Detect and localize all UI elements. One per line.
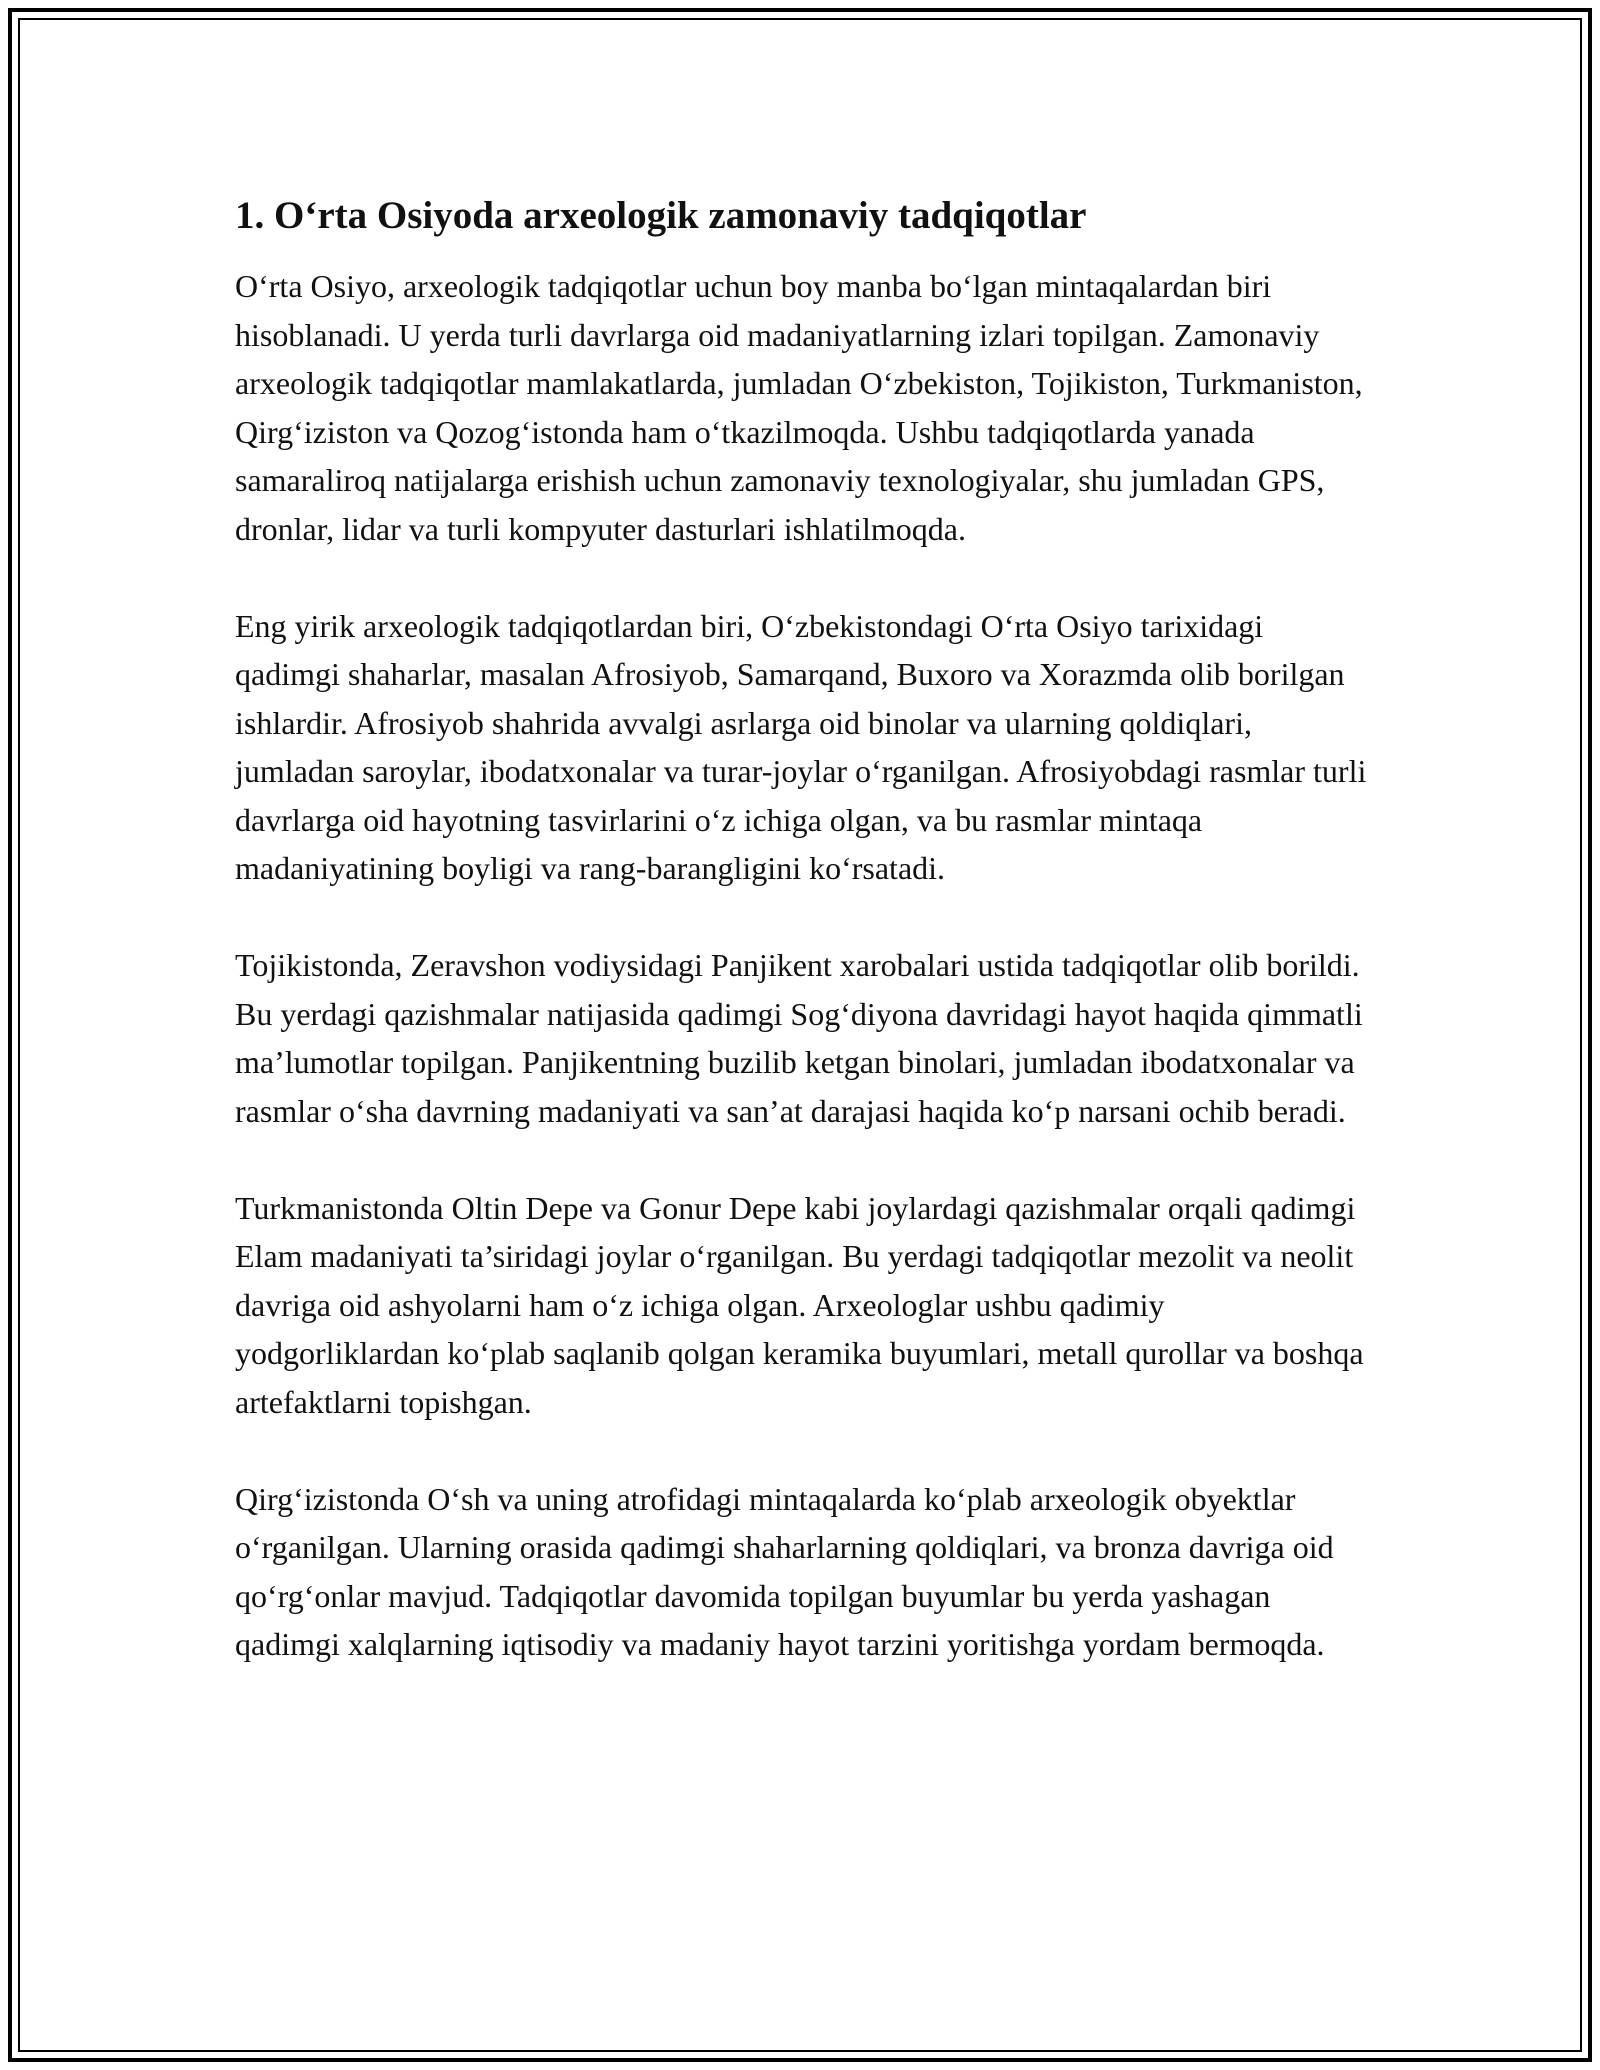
document-body bbox=[235, 180, 1375, 1717]
paragraph-3: Tojikistonda, Zeravshon vodiysidagi Panjikent xarobalari ustida tadqiqotlar olib borildi. Bu yerdagi qazishmalar natijasida qadimgi Sog‘diyona davridagi hayot haqida qimmatli ma’lumotlar topilgan. Panjikentning buzilib ketgan binolari, jumladan ibodatxonalar va rasmlar o‘sha davrning madaniyati va san’at darajasi haqida ko‘p narsani ochib beradi. bbox=[235, 947, 1363, 1129]
paragraph-4: Turkmanistonda Oltin Depe va Gonur Depe kabi joylardagi qazishmalar orqali qadimgi Elam madaniyati ta’siridagi joylar o‘rganilgan. Bu yerdagi tadqiqotlar mezolit va neolit davriga oid ashyolarni ham o‘z ichiga olgan. Arxeologlar ushbu qadimiy yodgorliklardan ko‘plab saqlanib qolgan keramika buyumlari, metall qurollar va boshqa artefaktlarni topishgan. bbox=[235, 1189, 1364, 1420]
paragraph-5: Qirg‘izistonda O‘sh va uning atrofidagi mintaqalarda ko‘plab arxeologik obyektlar o‘rganilgan. Ularning orasida qadimgi shaharlarning qoldiqlari, va bronza davriga oid qo‘rg‘onlar mavjud. Tadqiqotlar davomida topilgan buyumlar bu yerda yashagan qadimgi xalqlarning iqtisodiy va madaniy hayot tarzini yoritishga yordam bermoqda. bbox=[235, 1480, 1334, 1662]
paragraph-2: Eng yirik arxeologik tadqiqotlardan biri, O‘zbekistondagi O‘rta Osiyo tarixidagi qadimgi shaharlar, masalan Afrosiyob, Samarqand, Buxoro va Xorazmda olib borilgan ishlardir. Afrosiyob shahrida avvalgi asrlarga oid binolar va ularning qoldiqlari, jumladan saroylar, ibodatxonalar va turar-joylar o‘rganilgan. Afrosiyobdagi rasmlar turli davrlarga oid hayotning tasvirlarini o‘z ichiga olgan, va bu rasmlar mintaqa madaniyatining boyligi va rang-barangligini ko‘rsatadi. bbox=[235, 607, 1367, 886]
paragraph-1: O‘rta Osiyo, arxeologik tadqiqotlar uchun boy manba bo‘lgan mintaqalardan biri hisoblanadi. U yerda turli davrlarga oid madaniyatlarning izlari topilgan. Zamonaviy arxeologik tadqiqotlar mamlakatlarda, jumladan O‘zbekiston, Tojikiston, Turkmaniston, Qirg‘iziston va Qozog‘istonda ham o‘tkazilmoqda. Ushbu tadqiqotlarda yanada samaraliroq natijalarga erishish uchun zamonaviy texnologiyalar, shu jumladan GPS, dronlar, lidar va turli kompyuter dasturlari ishlatilmoqda. bbox=[235, 268, 1363, 547]
section-heading: 1. O‘rta Osiyoda arxeologik zamonaviy tadqiqotlar bbox=[235, 194, 1087, 237]
